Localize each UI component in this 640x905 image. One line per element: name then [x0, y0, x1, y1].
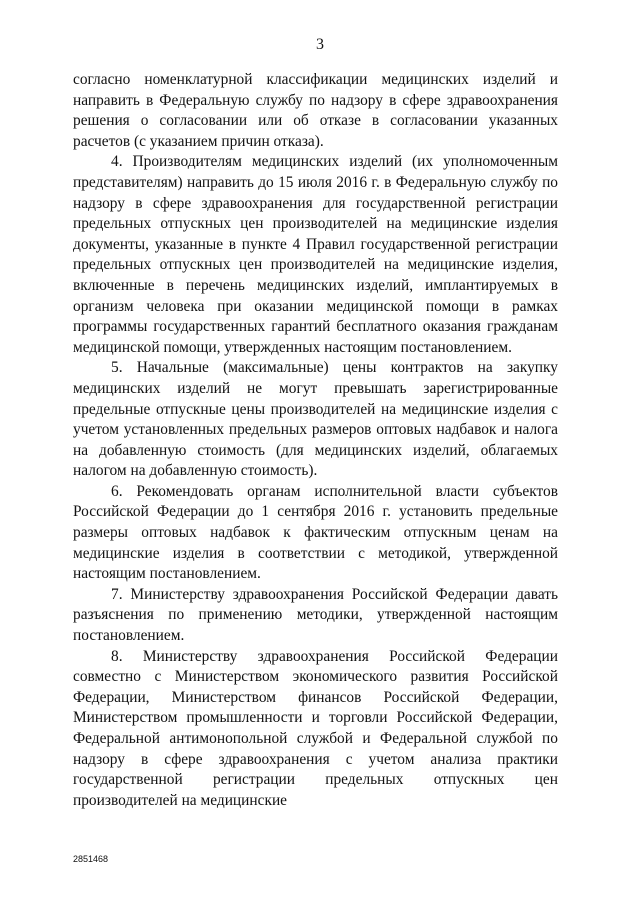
paragraph-item-4: 4. Производителям медицинских изделий (их уполномоченным представителям) направить до 15 июля 2016 г. в Федеральную службу по надзору в сфере здравоохранения для государственной регистрации предельных отпускных цен производителей на медицинские изделия документы, указанные в пункте 4 Правил государственной регистрации предельных отпускных цен производителей на медицинские изделия, включенные в перечень медицинских изделий, имплантируемых в организм человека при оказании медицинской помощи в рамках программы государственных гарантий бесплатного оказания гражданам медицинской помощи, утвержденных настоящим постановлением. — [73, 153, 558, 356]
paragraph-item-6: 6. Рекомендовать органам исполнительной власти субъектов Российской Федерации до 1 сентября 2016 г. установить предельные размеры оптовых надбавок к фактическим отпускным ценам на медицинские изделия в соответствии с методикой, утвержденной настоящим постановлением. — [73, 482, 558, 583]
page-number: 3 — [316, 36, 324, 53]
paragraph-item-5: 5. Начальные (максимальные) цены контрактов на закупку медицинских изделий не могут превышать зарегистрированные предельные отпускные цены производителей на медицинские изделия с учетом установленных предельных размеров оптовых надбавок и налога на добавленную стоимость (для медицинских изделий, облагаемых налогом на добавленную стоимость). — [73, 359, 558, 480]
document-code: 2851468 — [73, 854, 109, 864]
document-body — [73, 70, 558, 811]
paragraph-item-8: 8. Министерству здравоохранения Российской Федерации совместно с Министерством экономического развития Российской Федерации, Министерством финансов Российской Федерации, Министерством промышленности и торговли Российской Федерации, Федеральной антимонопольной службой и Федеральной службой по надзору в сфере здравоохранения с учетом анализа практики государственной регистрации предельных отпускных цен производителей на медицинские — [73, 647, 558, 809]
paragraph-continuation: согласно номенклатурной классификации медицинских изделий и направить в Федеральную службу по надзору в сфере здравоохранения решения о согласовании или об отказе в согласовании указанных расчетов (с указанием причин отказа). — [73, 71, 558, 150]
paragraph-item-7: 7. Министерству здравоохранения Российской Федерации давать разъяснения по применению методики, утвержденной настоящим постановлением. — [73, 585, 558, 645]
